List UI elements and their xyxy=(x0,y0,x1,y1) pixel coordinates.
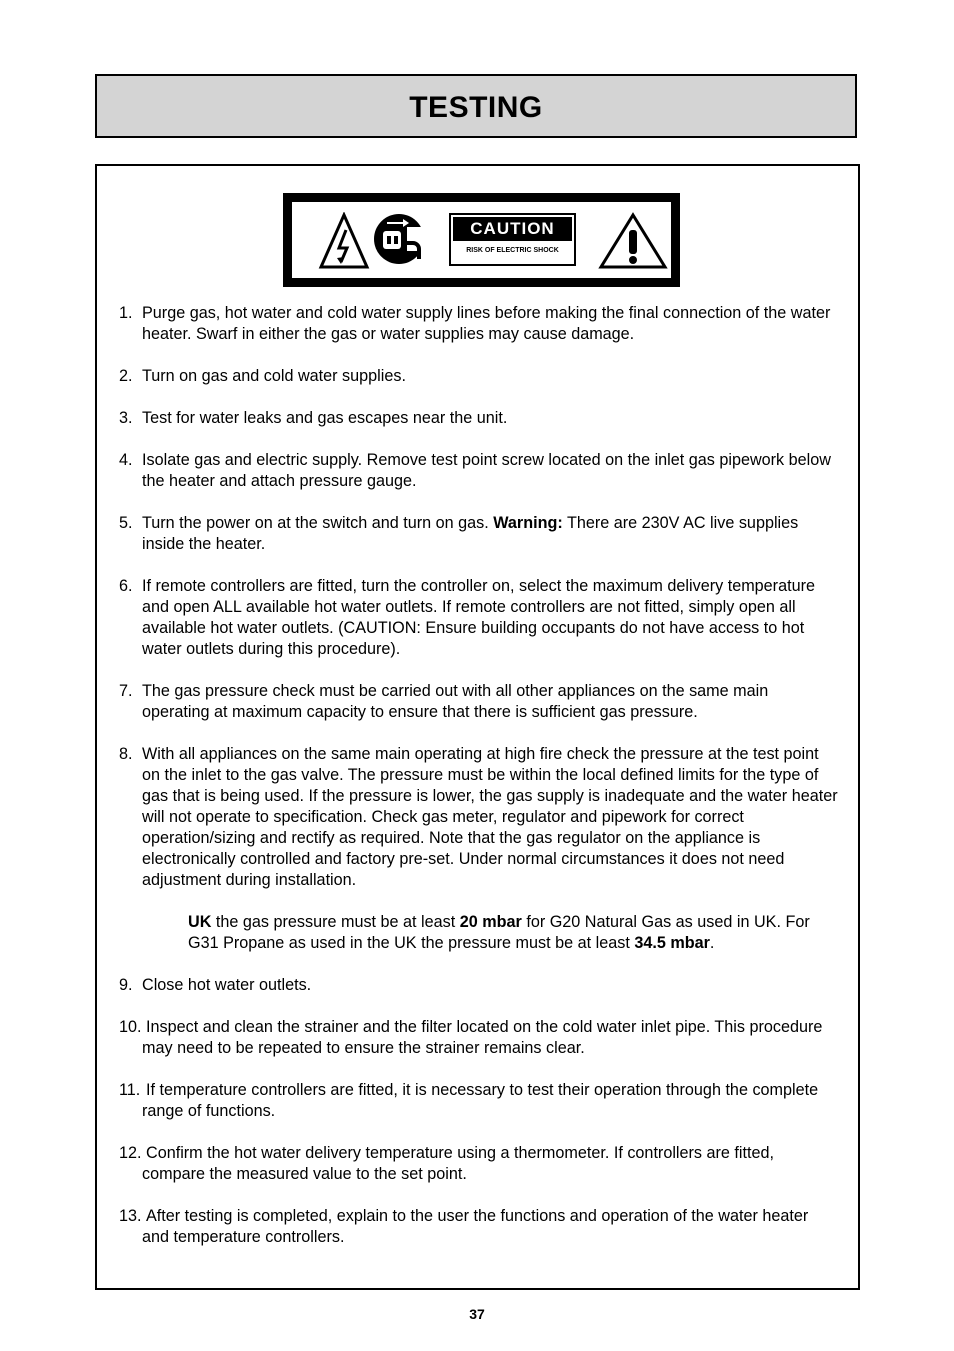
list-item: 13. After testing is completed, explain to the user the functions and operation of the water heater and temperature controllers. xyxy=(119,1207,809,1246)
caution-heading: CAUTION xyxy=(453,217,572,241)
content-panel xyxy=(95,164,860,1290)
list-item: 11. If temperature controllers are fitted, it is necessary to test their operation through the complete range of functions. xyxy=(119,1081,819,1120)
list-item: 5. Turn the power on at the switch and turn on gas. Warning: There are 230V AC live supplies inside the heater. xyxy=(119,514,799,553)
list-item: 10. Inspect and clean the strainer and the filter located on the cold water inlet pipe. This procedure may need to be repeated to ensure the strainer remains clear. xyxy=(119,1018,823,1057)
exclamation-warning-icon xyxy=(598,212,668,270)
page-number: 37 xyxy=(469,1306,485,1322)
list-item: 3. Test for water leaks and gas escapes near the unit. xyxy=(119,409,508,427)
unplug-icon xyxy=(373,209,433,269)
electric-shock-warning-icon xyxy=(318,212,370,270)
caution-banner xyxy=(283,193,680,287)
list-item: 2. Turn on gas and cold water supplies. xyxy=(119,367,406,385)
list-item: 4. Isolate gas and electric supply. Remove test point screw located on the inlet gas pipework below the heater and attach pressure gauge. xyxy=(119,451,831,490)
list-item: 8. With all appliances on the same main operating at high fire check the pressure at the test point on the inlet to the gas valve. The pressure must be within the local defined limits for the type of gas that is being used. If the pressure is lower, the gas supply is inadequate and the water heater will not operate to specification. Check gas meter, regulator and pipework for correct operation/sizing and rectify as required. Note that the gas regulator on the appliance is electronically controlled and factory pre-set. Under normal circumstances it does not need adjustment during installation. UK the gas pressure must be at least 20 mbar for G20 Natural Gas as used in UK. For G31 Propane as used in the UK the pressure must be at least 34.5 mbar. xyxy=(119,745,838,952)
page-title: TESTING xyxy=(409,91,543,124)
caution-subheading: RISK OF ELECTRIC SHOCK xyxy=(466,247,559,254)
list-item: 6. If remote controllers are fitted, turn the controller on, select the maximum delivery temperature and open ALL available hot water outlets. If remote controllers are not fitted, simply open all available hot water outlets. (CAUTION: Ensure building occupants do not have access to hot water outlets during this procedure). xyxy=(119,577,815,658)
list-item: 12. Confirm the hot water delivery temperature using a thermometer. If controllers are fitted, compare the measured value to the set point. xyxy=(119,1144,774,1183)
title-banner xyxy=(95,74,857,138)
caution-label xyxy=(449,213,576,266)
steps-list xyxy=(119,303,839,1269)
warning-label: Warning: xyxy=(493,514,563,532)
uk-gas-pressure-note: UK the gas pressure must be at least 20 mbar for G20 Natural Gas as used in UK. For G31 Propane as used in the UK the pressure must be at least 34.5 mbar. xyxy=(188,913,810,952)
list-item: 1. Purge gas, hot water and cold water supply lines before making the final connection of the water heater. Swarf in either the gas or water supplies may cause damage. xyxy=(119,304,831,343)
list-item: 7. The gas pressure check must be carried out with all other appliances on the same main operating at maximum capacity to ensure that there is sufficient gas pressure. xyxy=(119,682,769,721)
list-item: 9. Close hot water outlets. xyxy=(119,976,312,994)
